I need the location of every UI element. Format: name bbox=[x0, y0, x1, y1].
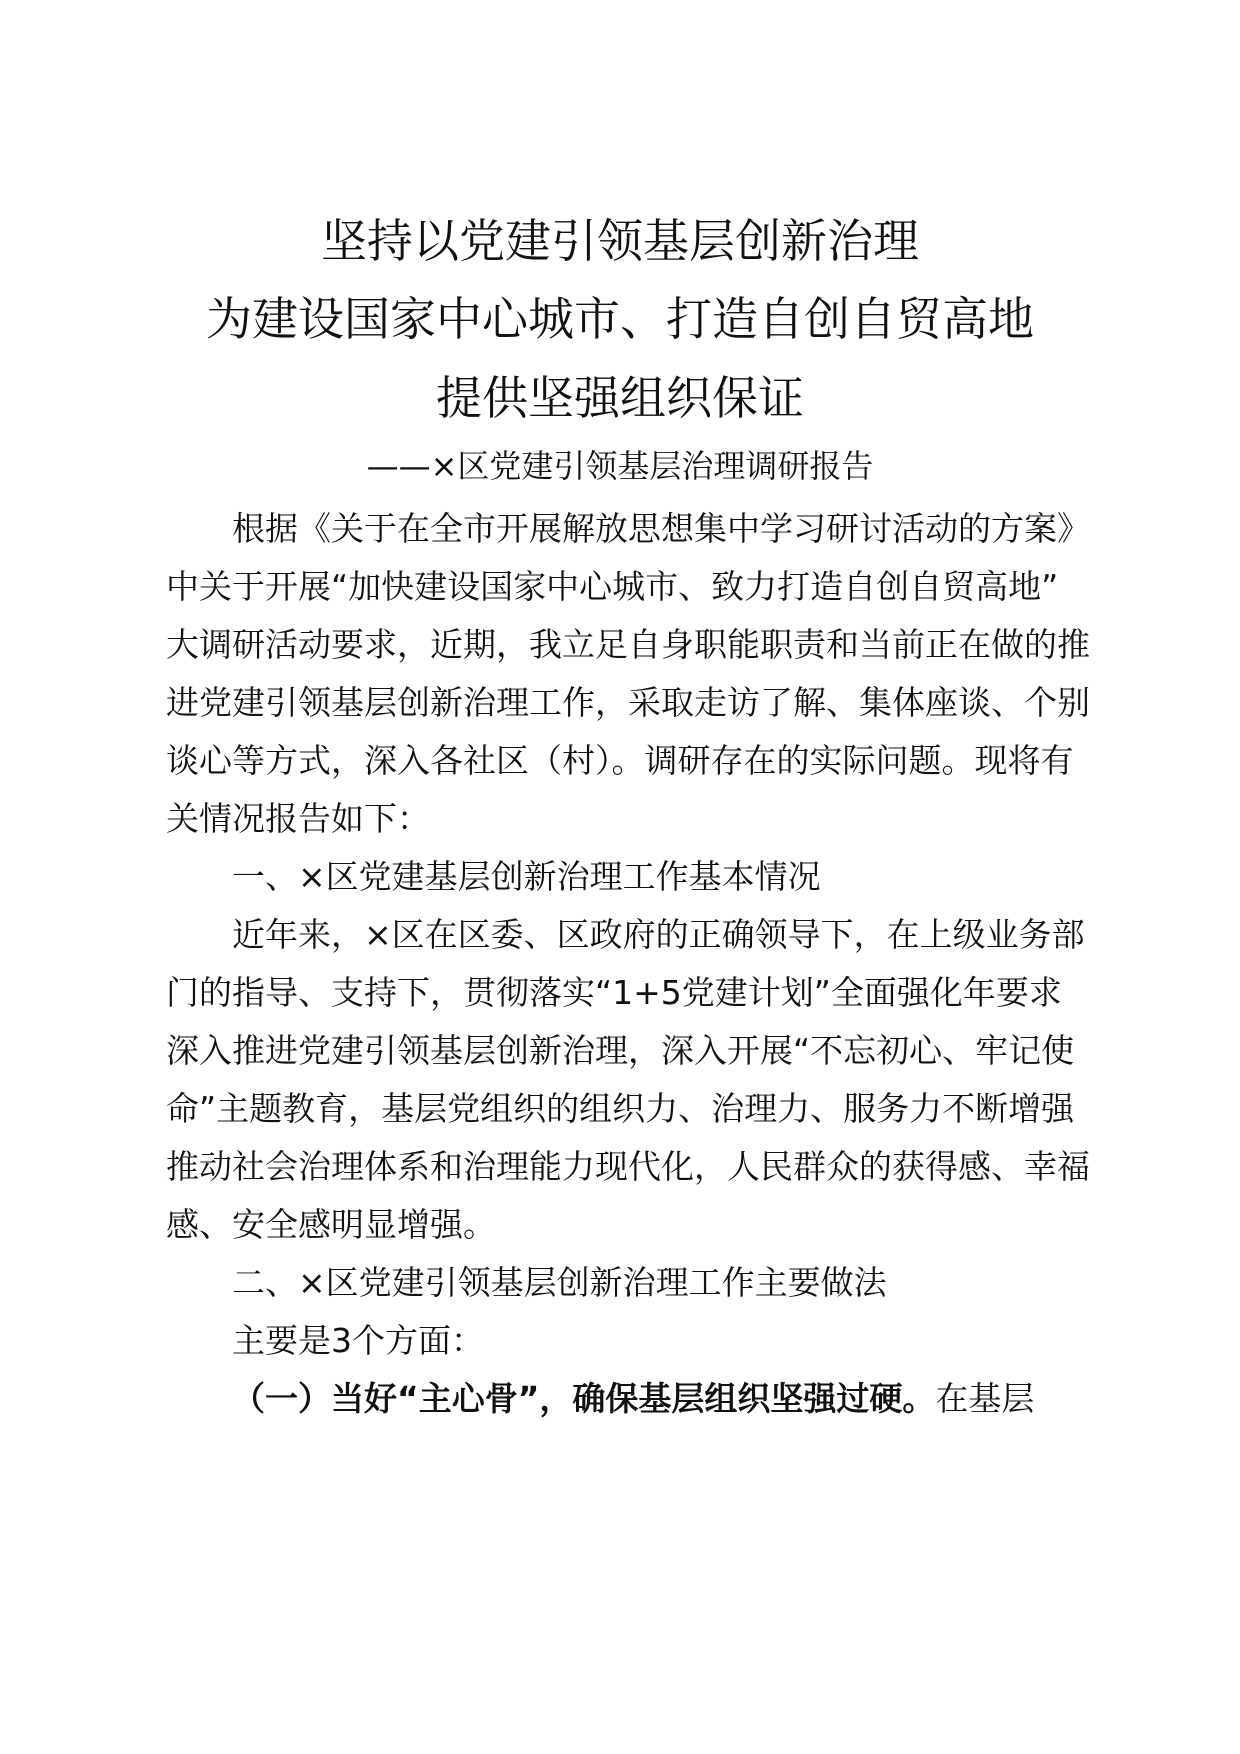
paragraph-line: 命”主题教育，基层党组织的组织力、治理力、服务力不断增强 bbox=[166, 1089, 1075, 1128]
paragraph-line: 主要是3个方面： bbox=[232, 1321, 484, 1360]
title-line-3: 提供坚强组织保证 bbox=[436, 371, 804, 425]
paragraph-line: 深入推进党建引领基层创新治理，深入开展“不忘初心、牢记使 bbox=[166, 1031, 1075, 1070]
paragraph-line: 大调研活动要求，近期，我立足自身职能职责和当前正在做的推 bbox=[166, 625, 1090, 664]
title-line-2: 为建设国家中心城市、打造自创自贸高地 bbox=[206, 292, 1034, 346]
heading-text: 二、×区党建引领基层创新治理工作主要做法 bbox=[232, 1263, 887, 1302]
paragraph-intro bbox=[166, 500, 1126, 848]
heading-text: 一、×区党建基层创新治理工作基本情况 bbox=[232, 857, 821, 896]
section-heading-2 bbox=[166, 1254, 1126, 1312]
paragraph-line: 推动社会治理体系和治理能力现代化，人民群众的获得感、幸福 bbox=[166, 1147, 1090, 1186]
paragraph-line: 门的指导、支持下，贯彻落实“1+5党建计划”全面强化年要求 bbox=[166, 973, 1062, 1012]
point-one bbox=[166, 1370, 1126, 1428]
paragraph-line: 进党建引领基层创新治理工作，采取走访了解、集体座谈、个别 bbox=[166, 683, 1090, 722]
paragraph-aspects bbox=[166, 1312, 1126, 1370]
paragraph-basic-situation bbox=[166, 906, 1126, 1254]
report-subtitle: ——×区党建引领基层治理调研报告 bbox=[366, 447, 874, 485]
point-line bbox=[166, 1370, 1126, 1428]
paragraph-line: 关情况报告如下： bbox=[166, 799, 430, 838]
paragraph-line: 感、安全感明显增强。 bbox=[166, 1205, 496, 1244]
section-heading-1 bbox=[166, 848, 1126, 906]
paragraph-line: 中关于开展“加快建设国家中心城市、致力打造自创自贸高地” bbox=[166, 567, 1059, 606]
paragraph-line: 谈心等方式，深入各社区（村）。调研存在的实际问题。现将有 bbox=[166, 741, 1074, 780]
paragraph-line: 近年来，×区在区委、区政府的正确领导下，在上级业务部 bbox=[232, 915, 1085, 954]
point-heading: （一）当好“主心骨”，确保基层组织坚强过硬。 bbox=[232, 1379, 936, 1418]
paragraph-line: 根据《关于在全市开展解放思想集中学习研讨活动的方案》 bbox=[232, 509, 1090, 548]
point-text: 在基层 bbox=[935, 1379, 1035, 1418]
title-line-1: 坚持以党建引领基层创新治理 bbox=[321, 214, 919, 268]
